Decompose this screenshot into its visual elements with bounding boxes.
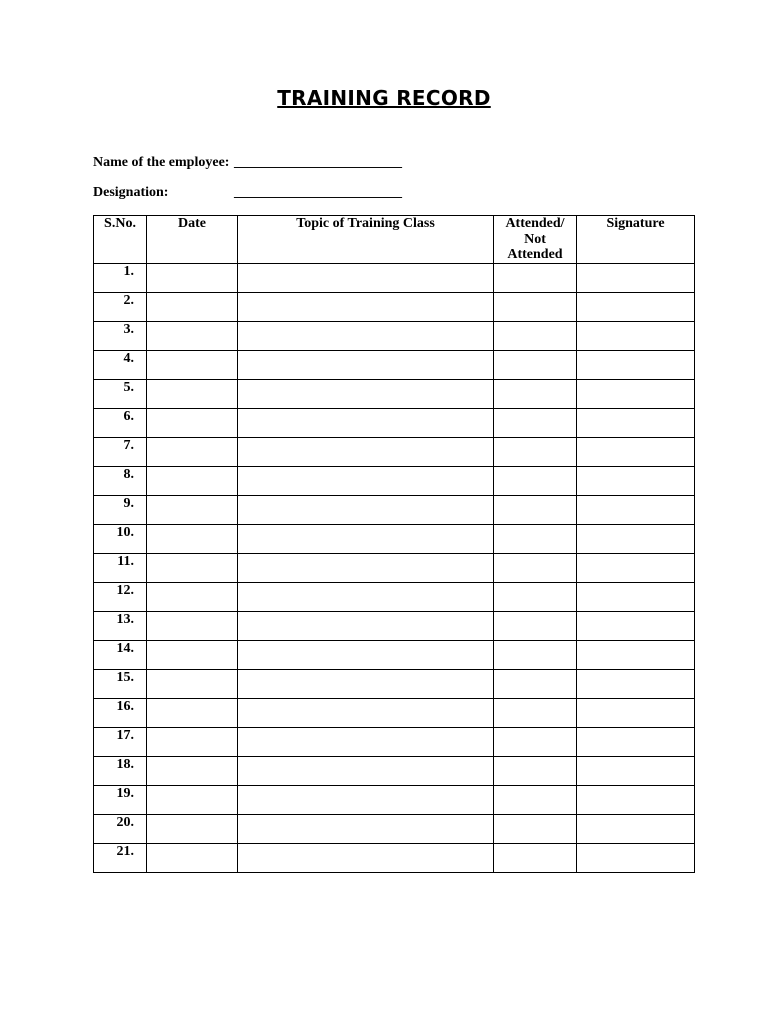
attended-cell[interactable]: [494, 263, 577, 292]
topic-cell[interactable]: [238, 292, 494, 321]
signature-cell[interactable]: [577, 321, 695, 350]
date-cell[interactable]: [147, 640, 238, 669]
signature-cell[interactable]: [577, 843, 695, 872]
table-row: [94, 321, 695, 350]
attended-cell[interactable]: [494, 698, 577, 727]
topic-cell[interactable]: [238, 756, 494, 785]
date-cell[interactable]: [147, 437, 238, 466]
row-number-cell: 2.: [94, 292, 147, 321]
attended-cell[interactable]: [494, 814, 577, 843]
designation-field: [93, 185, 402, 201]
date-cell[interactable]: [147, 756, 238, 785]
attended-header-line1: Attended/: [505, 216, 565, 231]
table-row: [94, 785, 695, 814]
attended-cell[interactable]: [494, 756, 577, 785]
employee-name-blank[interactable]: ________________________: [234, 155, 402, 170]
attended-cell[interactable]: [494, 292, 577, 321]
row-number-cell: 6.: [94, 408, 147, 437]
signature-cell[interactable]: [577, 582, 695, 611]
date-cell[interactable]: [147, 553, 238, 582]
signature-cell[interactable]: [577, 437, 695, 466]
signature-cell[interactable]: [577, 814, 695, 843]
table-row: [94, 582, 695, 611]
topic-cell[interactable]: [238, 379, 494, 408]
topic-cell[interactable]: [238, 495, 494, 524]
signature-cell[interactable]: [577, 669, 695, 698]
date-cell[interactable]: [147, 843, 238, 872]
signature-cell[interactable]: [577, 524, 695, 553]
table-row: [94, 611, 695, 640]
attended-cell[interactable]: [494, 785, 577, 814]
row-number-cell: 3.: [94, 321, 147, 350]
employee-name-field: [93, 155, 402, 171]
row-number-cell: 9.: [94, 495, 147, 524]
topic-cell[interactable]: [238, 843, 494, 872]
topic-cell[interactable]: [238, 727, 494, 756]
attended-cell[interactable]: [494, 524, 577, 553]
row-number-cell: 13.: [94, 611, 147, 640]
signature-cell[interactable]: [577, 756, 695, 785]
table-row: [94, 437, 695, 466]
attended-cell[interactable]: [494, 408, 577, 437]
topic-cell[interactable]: [238, 350, 494, 379]
date-cell[interactable]: [147, 321, 238, 350]
attended-cell[interactable]: [494, 379, 577, 408]
attended-cell[interactable]: [494, 466, 577, 495]
table-row: [94, 843, 695, 872]
row-number-cell: 11.: [94, 553, 147, 582]
date-cell[interactable]: [147, 292, 238, 321]
topic-cell[interactable]: [238, 582, 494, 611]
table-row: [94, 669, 695, 698]
row-number-cell: 21.: [94, 843, 147, 872]
table-row: [94, 640, 695, 669]
signature-cell[interactable]: [577, 698, 695, 727]
attended-cell[interactable]: [494, 611, 577, 640]
employee-name-label: Name of the employee:: [93, 155, 230, 170]
date-cell[interactable]: [147, 698, 238, 727]
table-row: [94, 495, 695, 524]
signature-cell[interactable]: [577, 553, 695, 582]
topic-cell[interactable]: [238, 408, 494, 437]
topic-cell[interactable]: [238, 611, 494, 640]
topic-cell[interactable]: [238, 785, 494, 814]
date-cell[interactable]: [147, 466, 238, 495]
attended-cell[interactable]: [494, 321, 577, 350]
table-row: [94, 524, 695, 553]
signature-cell[interactable]: [577, 727, 695, 756]
attended-cell[interactable]: [494, 640, 577, 669]
topic-cell[interactable]: [238, 698, 494, 727]
row-number-cell: 18.: [94, 756, 147, 785]
signature-cell[interactable]: [577, 466, 695, 495]
date-cell[interactable]: [147, 582, 238, 611]
table-row: [94, 698, 695, 727]
row-number-cell: 10.: [94, 524, 147, 553]
date-cell[interactable]: [147, 814, 238, 843]
date-cell[interactable]: [147, 727, 238, 756]
attended-cell[interactable]: [494, 350, 577, 379]
topic-cell[interactable]: [238, 466, 494, 495]
column-header-topic: Topic of Training Class: [238, 216, 494, 264]
column-header-signature: Signature: [577, 216, 695, 264]
date-cell[interactable]: [147, 785, 238, 814]
attended-cell[interactable]: [494, 582, 577, 611]
attended-cell[interactable]: [494, 843, 577, 872]
topic-cell[interactable]: [238, 669, 494, 698]
date-cell[interactable]: [147, 408, 238, 437]
attended-header-line3: Attended: [507, 247, 563, 262]
table-row: [94, 756, 695, 785]
attended-cell[interactable]: [494, 553, 577, 582]
date-cell[interactable]: [147, 524, 238, 553]
table-header-row: [94, 216, 695, 264]
topic-cell[interactable]: [238, 814, 494, 843]
date-cell[interactable]: [147, 495, 238, 524]
topic-cell[interactable]: [238, 263, 494, 292]
column-header-sno: S.No.: [94, 216, 147, 264]
row-number-cell: 1.: [94, 263, 147, 292]
signature-cell[interactable]: [577, 408, 695, 437]
topic-cell[interactable]: [238, 437, 494, 466]
topic-cell[interactable]: [238, 524, 494, 553]
row-number-cell: 5.: [94, 379, 147, 408]
date-cell[interactable]: [147, 350, 238, 379]
topic-cell[interactable]: [238, 553, 494, 582]
topic-cell[interactable]: [238, 321, 494, 350]
signature-cell[interactable]: [577, 785, 695, 814]
row-number-cell: 17.: [94, 727, 147, 756]
table-row: [94, 263, 695, 292]
row-number-cell: 8.: [94, 466, 147, 495]
row-number-cell: 4.: [94, 350, 147, 379]
attended-cell[interactable]: [494, 727, 577, 756]
date-cell[interactable]: [147, 379, 238, 408]
table-row: [94, 379, 695, 408]
signature-cell[interactable]: [577, 379, 695, 408]
table-body: [94, 263, 695, 872]
table-row: [94, 408, 695, 437]
designation-blank[interactable]: ________________________: [234, 185, 402, 200]
row-number-cell: 12.: [94, 582, 147, 611]
attended-cell[interactable]: [494, 669, 577, 698]
table-row: [94, 727, 695, 756]
row-number-cell: 19.: [94, 785, 147, 814]
attended-cell[interactable]: [494, 437, 577, 466]
signature-cell[interactable]: [577, 640, 695, 669]
designation-label: Designation:: [93, 185, 169, 200]
row-number-cell: 14.: [94, 640, 147, 669]
signature-cell[interactable]: [577, 611, 695, 640]
date-cell[interactable]: [147, 263, 238, 292]
signature-cell[interactable]: [577, 495, 695, 524]
date-cell[interactable]: [147, 611, 238, 640]
row-number-cell: 15.: [94, 669, 147, 698]
row-number-cell: 7.: [94, 437, 147, 466]
topic-cell[interactable]: [238, 640, 494, 669]
column-header-date: Date: [147, 216, 238, 264]
page-title: TRAINING RECORD: [277, 86, 491, 110]
attended-header-line2: Not: [524, 231, 546, 247]
column-header-attended: [494, 216, 577, 264]
row-number-cell: 16.: [94, 698, 147, 727]
table-row: [94, 466, 695, 495]
table-row: [94, 292, 695, 321]
attended-cell[interactable]: [494, 495, 577, 524]
table-row: [94, 814, 695, 843]
table-row: [94, 553, 695, 582]
table-row: [94, 350, 695, 379]
row-number-cell: 20.: [94, 814, 147, 843]
signature-cell[interactable]: [577, 350, 695, 379]
date-cell[interactable]: [147, 669, 238, 698]
signature-cell[interactable]: [577, 263, 695, 292]
signature-cell[interactable]: [577, 292, 695, 321]
training-record-table: [93, 215, 695, 873]
